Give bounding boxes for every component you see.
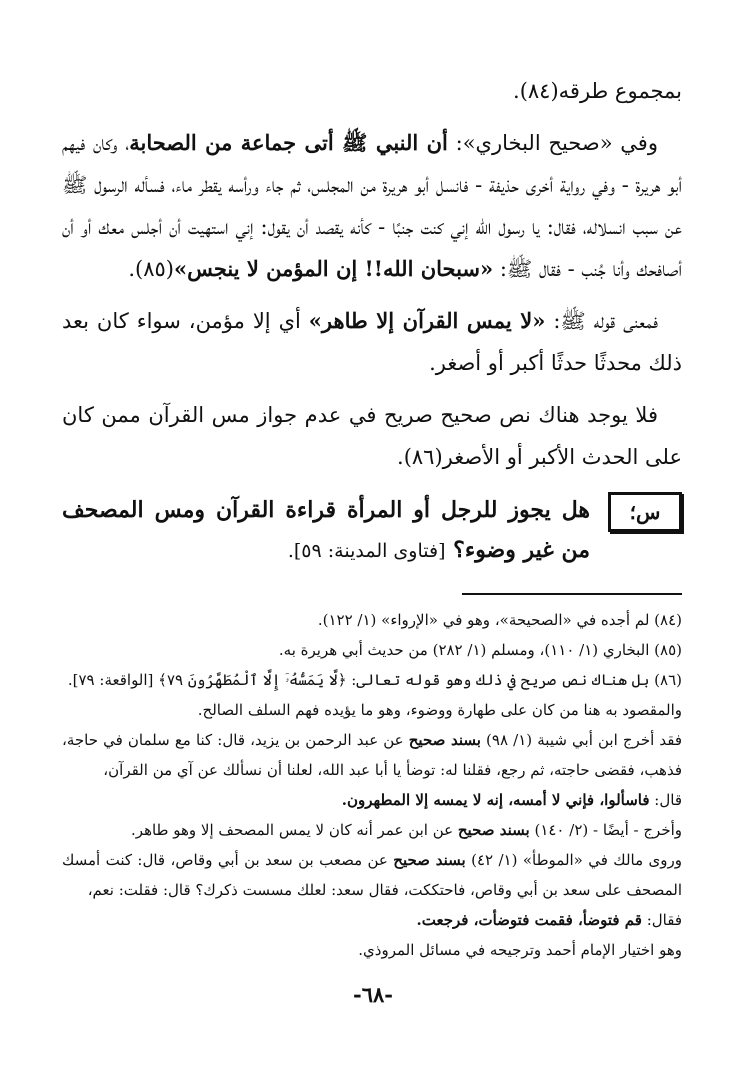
paragraph-2 [62,122,682,290]
page-number: -٦٨- [353,982,393,1007]
footnote-divider [462,593,682,595]
fn-l7-b: قم فتوضأ، فقمت فتوضأت، فرجعت. [416,911,642,929]
fn-l6-b: بسند صحيح [393,851,466,869]
fn-l5-a: وأخرج - أيضًا - (٢/ ١٤٠) [529,821,682,839]
question-text [62,490,590,571]
fn-l5-b: بسند صحيح [457,821,530,839]
p3-hadith-quote: «لا يمس القرآن إلا طاهر» [308,308,546,333]
footnote-86-line-2: والمقصود به هنا من كان على طهارة ووضوء، وهو ما يؤيده فهم السلف الصالح. [197,701,682,719]
fn-l4-b: فاسألوا، فإني لا أمسه، إنه لا يمسه إلا المطهرون. [341,791,650,809]
p3-rest: أي إلا مؤمن، سواء كان بعد ذلك محدثًا حدثًا أكبر أو أصغر. [62,309,682,375]
footnote-86-line-6 [62,845,682,905]
fn-l6-a: وروى مالك في «الموطأ» (١/ ٤٢) [465,851,682,869]
paragraph-1: بمجموع طرقه(٨٤). [513,79,682,103]
p2-rest: ، وكان فيهم أبو هريرة - وفي رواية أخرى حذيفة - فانسل أبو هريرة من المجلس، ثم جاء ورأسه يقطر ماء، فسأله الرسول ﷺ عن سبب انسلاله، فقال: يا رسول الله إني كنت جنبًا - كأنه يقصد أن يقول: إني استهيت أن أجلس معك أو أن أصافحك وأنا جُنب - فقال ﷺ: [62,131,682,281]
question-reference: [فتاوى المدينة: ٥٩]. [287,540,446,562]
question-body: هل يجوز للرجل أو المرأة قراءة القرآن ومس المصحف من غير وضوء؟ [62,497,590,563]
footnote-86-line-5 [62,815,682,845]
fn-l5-c: عن ابن عمر أنه كان لا يمس المصحف إلا وهو طاهر. [131,821,458,839]
fn-l3-b: بسند صحيح [408,731,481,749]
p2-bold: أن النبي ﷺ أتى جماعة من الصحابة [129,130,448,155]
fn-l3-a: فقد أخرج ابن أبي شيبة (١/ ٩٨) [480,731,683,749]
question-badge: س؛ [608,492,682,532]
question-block [62,490,682,571]
fn-l4-a: قال: [649,791,682,809]
p2-lead: وفي «صحيح البخاري»: [447,131,658,155]
footnote-86-line-4 [62,785,682,815]
footnote-86-line-7 [62,905,682,935]
footnote-84: (٨٤) لم أجده في «الصحيحة»، وهو في «الإرواء» (١/ ١٢٢). [317,611,682,629]
footnote-85: (٨٥) البخاري (١/ ١١٠)، ومسلم (١/ ٢٨٢) من حديث أبي هريرة به. [278,641,682,659]
fn-l3-c: عن عبد الرحمن بن يزيد، قال: كنا مع سلمان في حاجة، فذهب، فقضى حاجته، ثم رجع، فقلنا له: توضأ يا أبا عبد الله، لعلنا أن نسألك عن آي من القرآن، [62,731,682,779]
footnotes [62,605,682,965]
paragraph-4: فلا يوجد هناك نص صحيح صريح في عدم جواز مس القرآن ممن كان على الحدث الأكبر أو الأصغر(٨٦). [62,403,682,469]
p2-hadith-quote: «سبحان الله!! إن المؤمن لا ينجس» [173,256,494,281]
p3-lead: فمعنى قوله ﷺ: [545,309,658,333]
paragraph-3 [62,300,682,384]
footnote-86-line-3 [62,725,682,785]
footnote-86-line-8: وهو اختيار الإمام أحمد وترجيحه في مسائل المروذي. [358,941,682,959]
fn-l7-a: فقال: [641,911,682,929]
footnote-86: (٨٦) بل هناك نص صريح في ذلك وهو قوله تعالى: ﴿لَّا يَمَسُّهُۥٓ إِلَّا ٱلْمُطَهَّرُونَ ٧٩﴾ [الواقعة: ٧٩]. [67,671,682,689]
fn-l6-c: عن مصعب بن سعد بن أبي وقاص، قال: كنت أمسك المصحف على سعد بن أبي وقاص، فاحتككت، فقال سعد: لعلك مسست ذكرك؟ قال: فقلت: نعم، [62,851,682,899]
document-page [62,70,682,965]
p2-ref: (٨٥). [128,257,174,281]
